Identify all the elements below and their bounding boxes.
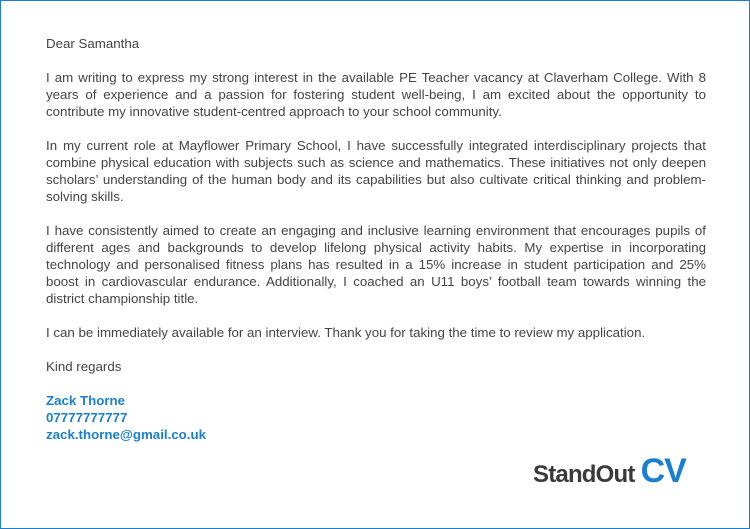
logo-cv-mark: CV	[640, 452, 686, 490]
salutation: Dear Samantha	[46, 36, 140, 51]
paragraph-intro: I am writing to express my strong interest in the available PE Teacher vacancy at Claverham College. With 8 years of experience and a passion for fostering student well-being, I am excited about the opportunity to contribute my innovative student-centred approach to your school community.	[46, 70, 706, 119]
closing: Kind regards	[46, 359, 122, 374]
paragraph-current-role: In my current role at Mayflower Primary School, I have successfully integrated interdisciplinary projects that combine physical education with subjects such as science and mathematics. These initiatives not only deepen scholars’ understanding of the human body and its capabilities but also cultivate critical thinking and problem-solving skills.	[46, 138, 706, 204]
paragraph-availability: I can be immediately available for an interview. Thank you for taking the time to review my application.	[46, 325, 646, 340]
signature-name: Zack Thorne	[46, 393, 126, 408]
cover-letter	[46, 35, 706, 443]
signature-email: zack.thorne@gmail.co.uk	[46, 427, 207, 442]
paragraph-achievements: I have consistently aimed to create an engaging and inclusive learning environment that encourages pupils of different ages and backgrounds to develop lifelong physical activity habits. My expertise in incorporating technology and personalised fitness plans has resulted in a 15% increase in student participation and 25% boost in cardiovascular endurance. Additionally, I coached an U11 boys’ football team towards winning the district championship title.	[46, 223, 706, 306]
signature-block	[46, 392, 706, 443]
signature-phone: 07777777777	[46, 410, 128, 425]
standout-cv-logo	[533, 452, 686, 491]
logo-wordmark: StandOut	[533, 461, 635, 488]
